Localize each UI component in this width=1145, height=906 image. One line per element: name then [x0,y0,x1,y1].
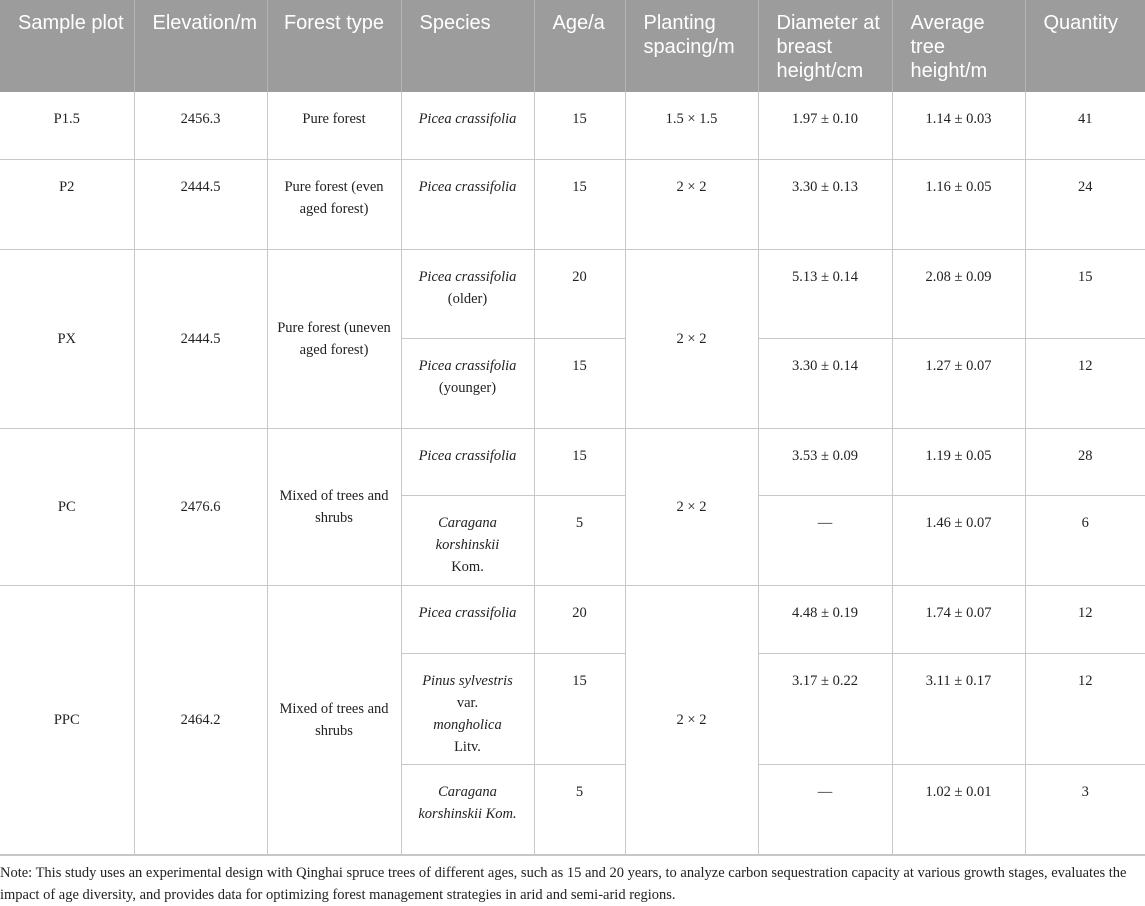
spacing-cell: 2 × 2 [625,159,758,249]
height-cell: 1.14 ± 0.03 [892,92,1025,159]
table-note: Note: This study uses an experimental design with Qinghai spruce trees of different ages, such as 15 and 20 years, to analyze carbon sequestration capacity at various growth stages, evaluates the impact of age diversity, and provides data for optimizing forest management strategies in arid and semi-arid regions. [0,855,1145,906]
table-row [0,92,1145,159]
quantity-cell: 24 [1025,159,1145,249]
header-species: Species [401,0,534,92]
height-cell: 1.27 ± 0.07 [892,338,1025,428]
age-cell: 5 [534,764,625,854]
sample-plot-cell: PPC [0,585,134,854]
quantity-cell: 41 [1025,92,1145,159]
quantity-cell: 12 [1025,338,1145,428]
elevation-cell: 2444.5 [134,249,267,428]
sample-plot-cell: PC [0,428,134,585]
species-cell [401,249,534,338]
age-cell: 20 [534,249,625,338]
age-cell: 20 [534,585,625,653]
header-quantity: Quantity [1025,0,1145,92]
header-average-tree-height: Average tree height/m [892,0,1025,92]
header-planting-spacing: Planting spacing/m [625,0,758,92]
species-name: Picea crassifolia [418,111,517,127]
elevation-cell: 2464.2 [134,585,267,854]
height-cell: 1.74 ± 0.07 [892,585,1025,653]
forest-type-cell: Mixed of trees and shrubs [267,585,401,854]
quantity-cell: 15 [1025,249,1145,338]
species-variety: mongholica [433,716,502,733]
header-sample-plot: Sample plot [0,0,134,92]
header-diameter-breast-height: Diameter at breast height/cm [758,0,892,92]
species-cell [401,92,534,159]
species-name: Pinus sylvestris [422,672,513,689]
dbh-cell: 3.53 ± 0.09 [758,428,892,495]
forest-type-cell: Pure forest (uneven aged forest) [267,249,401,428]
age-cell: 15 [534,653,625,764]
forest-type-cell: Pure forest [267,92,401,159]
height-cell: 1.19 ± 0.05 [892,428,1025,495]
height-cell: 1.46 ± 0.07 [892,495,1025,585]
table-row [0,585,1145,653]
species-name: Picea crassifolia [418,604,517,621]
dbh-cell: 1.97 ± 0.10 [758,92,892,159]
species-cell [401,585,534,653]
elevation-cell: 2456.3 [134,92,267,159]
dbh-cell: — [758,495,892,585]
species-cell [401,428,534,495]
species-authority: Litv. [454,738,481,755]
elevation-cell: 2476.6 [134,428,267,585]
forest-type-cell: Mixed of trees and shrubs [267,428,401,585]
header-elevation: Elevation/m [134,0,267,92]
dbh-cell: 4.48 ± 0.19 [758,585,892,653]
spacing-cell: 2 × 2 [625,585,758,854]
species-name: Caragana korshinskii Kom. [418,783,517,822]
species-name: Picea crassifolia [418,268,517,285]
dbh-cell: — [758,764,892,854]
dbh-cell: 3.30 ± 0.14 [758,338,892,428]
height-cell: 3.11 ± 0.17 [892,653,1025,764]
height-cell: 1.16 ± 0.05 [892,159,1025,249]
species-cell [401,159,534,249]
species-cell [401,495,534,585]
age-cell: 15 [534,92,625,159]
forest-type-cell: Pure forest (even aged forest) [267,159,401,249]
height-cell: 2.08 ± 0.09 [892,249,1025,338]
elevation-cell: 2444.5 [134,159,267,249]
header-forest-type: Forest type [267,0,401,92]
species-authority: Kom. [451,558,484,575]
age-cell: 15 [534,428,625,495]
species-cell [401,653,534,764]
header-age: Age/a [534,0,625,92]
spacing-cell: 1.5 × 1.5 [625,92,758,159]
species-name: Picea crassifolia [418,178,517,195]
sample-plot-cell: PX [0,249,134,428]
table-row [0,249,1145,338]
height-cell: 1.02 ± 0.01 [892,764,1025,854]
dbh-cell: 3.30 ± 0.13 [758,159,892,249]
quantity-cell: 28 [1025,428,1145,495]
dbh-cell: 3.17 ± 0.22 [758,653,892,764]
species-name: Picea crassifolia [418,357,517,374]
table-row [0,428,1145,495]
species-name: Caragana korshinskii [435,514,500,553]
dbh-cell: 5.13 ± 0.14 [758,249,892,338]
header-row [0,0,1145,92]
species-qualifier: (older) [447,290,488,307]
species-qualifier: (younger) [438,379,497,396]
species-cell [401,338,534,428]
quantity-cell: 12 [1025,585,1145,653]
age-cell: 15 [534,338,625,428]
age-cell: 5 [534,495,625,585]
sample-plot-cell: P1.5 [0,92,134,159]
quantity-cell: 3 [1025,764,1145,854]
quantity-cell: 12 [1025,653,1145,764]
age-cell: 15 [534,159,625,249]
spacing-cell: 2 × 2 [625,249,758,428]
table-row [0,159,1145,249]
quantity-cell: 6 [1025,495,1145,585]
species-name: Picea crassifolia [418,447,517,464]
species-rank: var. [456,694,479,711]
spacing-cell: 2 × 2 [625,428,758,585]
species-cell [401,764,534,854]
sample-plot-cell: P2 [0,159,134,249]
